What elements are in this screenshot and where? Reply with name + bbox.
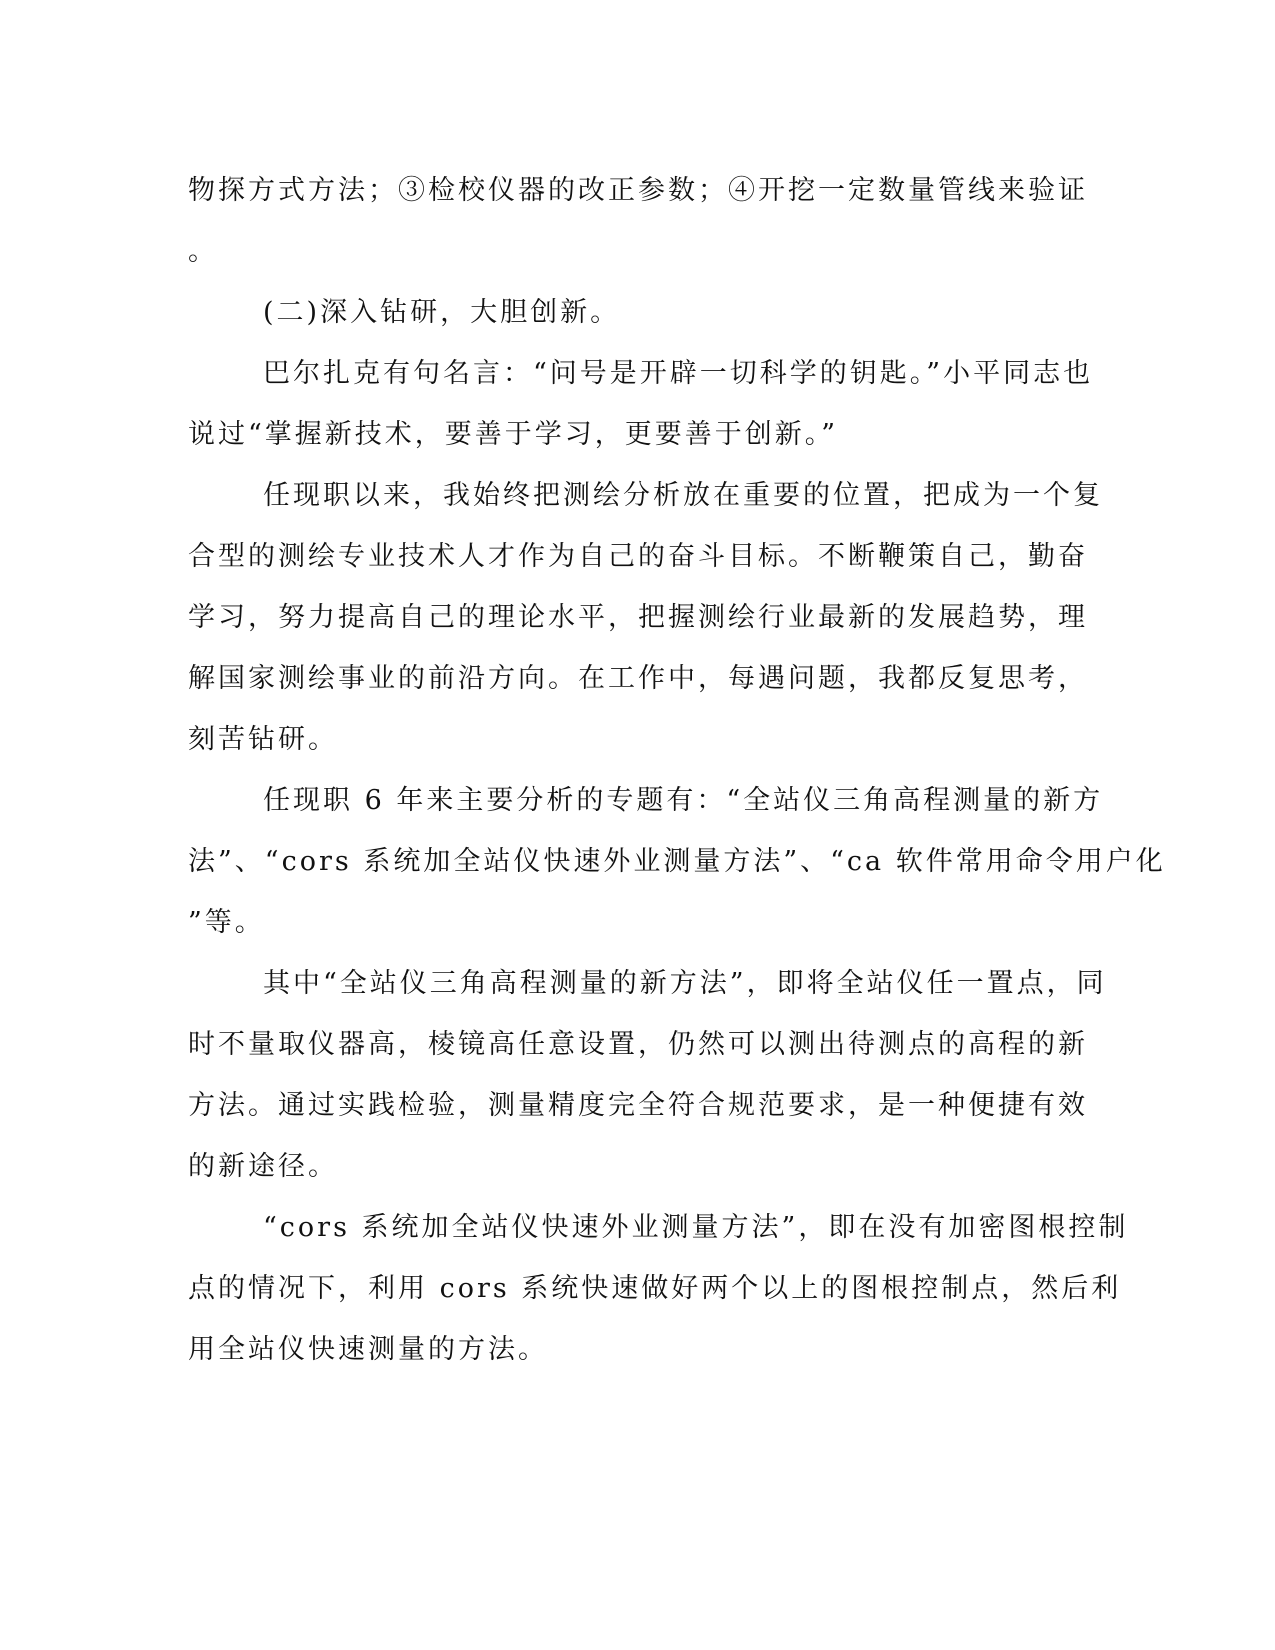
paragraph-continuation bbox=[188, 160, 1088, 282]
paragraph bbox=[188, 1197, 1129, 1380]
paragraph bbox=[188, 343, 1094, 465]
paragraph bbox=[188, 770, 1166, 953]
text-line: ”等。 bbox=[188, 907, 265, 938]
text-line: 。 bbox=[188, 236, 218, 267]
text-line: 点的情况下，利用 cors 系统快速做好两个以上的图根控制点，然后利 bbox=[188, 1273, 1122, 1304]
text-line: 说过“掌握新技术，要善于学习，更要善于创新。” bbox=[188, 419, 839, 450]
text-line: 物探方式方法；③检校仪器的改正参数；④开挖一定数量管线来验证 bbox=[188, 175, 1088, 206]
text-line: 时不量取仪器高，棱镜高任意设置，仍然可以测出待测点的高程的新 bbox=[188, 1029, 1088, 1060]
paragraph bbox=[188, 465, 1103, 770]
text-line: 巴尔扎克有句名言：“问号是开辟一切科学的钥匙。”小平同志也 bbox=[263, 358, 1094, 389]
text-line: 其中“全站仪三角高程测量的新方法”，即将全站仪任一置点，同 bbox=[263, 968, 1107, 999]
text-line: 任现职以来，我始终把测绘分析放在重要的位置，把成为一个复 bbox=[263, 480, 1103, 511]
text-line: 法”、“cors 系统加全站仪快速外业测量方法”、“ca 软件常用命令用户化 bbox=[188, 846, 1166, 877]
paragraph bbox=[188, 953, 1107, 1197]
section-heading bbox=[188, 282, 1078, 343]
body-text bbox=[188, 160, 1166, 1380]
text-line: 任现职 6 年来主要分析的专题有：“全站仪三角高程测量的新方 bbox=[263, 785, 1104, 816]
text-line: 刻苦钻研。 bbox=[188, 724, 338, 755]
text-line: 合型的测绘专业技术人才作为自己的奋斗目标。不断鞭策自己，勤奋 bbox=[188, 541, 1088, 572]
text-line: 解国家测绘事业的前沿方向。在工作中，每遇问题，我都反复思考， bbox=[188, 663, 1088, 694]
text-line: 用全站仪快速测量的方法。 bbox=[188, 1334, 548, 1365]
text-line: 学习，努力提高自己的理论水平，把握测绘行业最新的发展趋势，理 bbox=[188, 602, 1088, 633]
text-line: 方法。通过实践检验，测量精度完全符合规范要求，是一种便捷有效 bbox=[188, 1090, 1088, 1121]
text-line: (二)深入钻研，大胆创新。 bbox=[263, 297, 621, 328]
text-line: “cors 系统加全站仪快速外业测量方法”，即在没有加密图根控制 bbox=[263, 1212, 1129, 1243]
text-line: 的新途径。 bbox=[188, 1151, 338, 1182]
